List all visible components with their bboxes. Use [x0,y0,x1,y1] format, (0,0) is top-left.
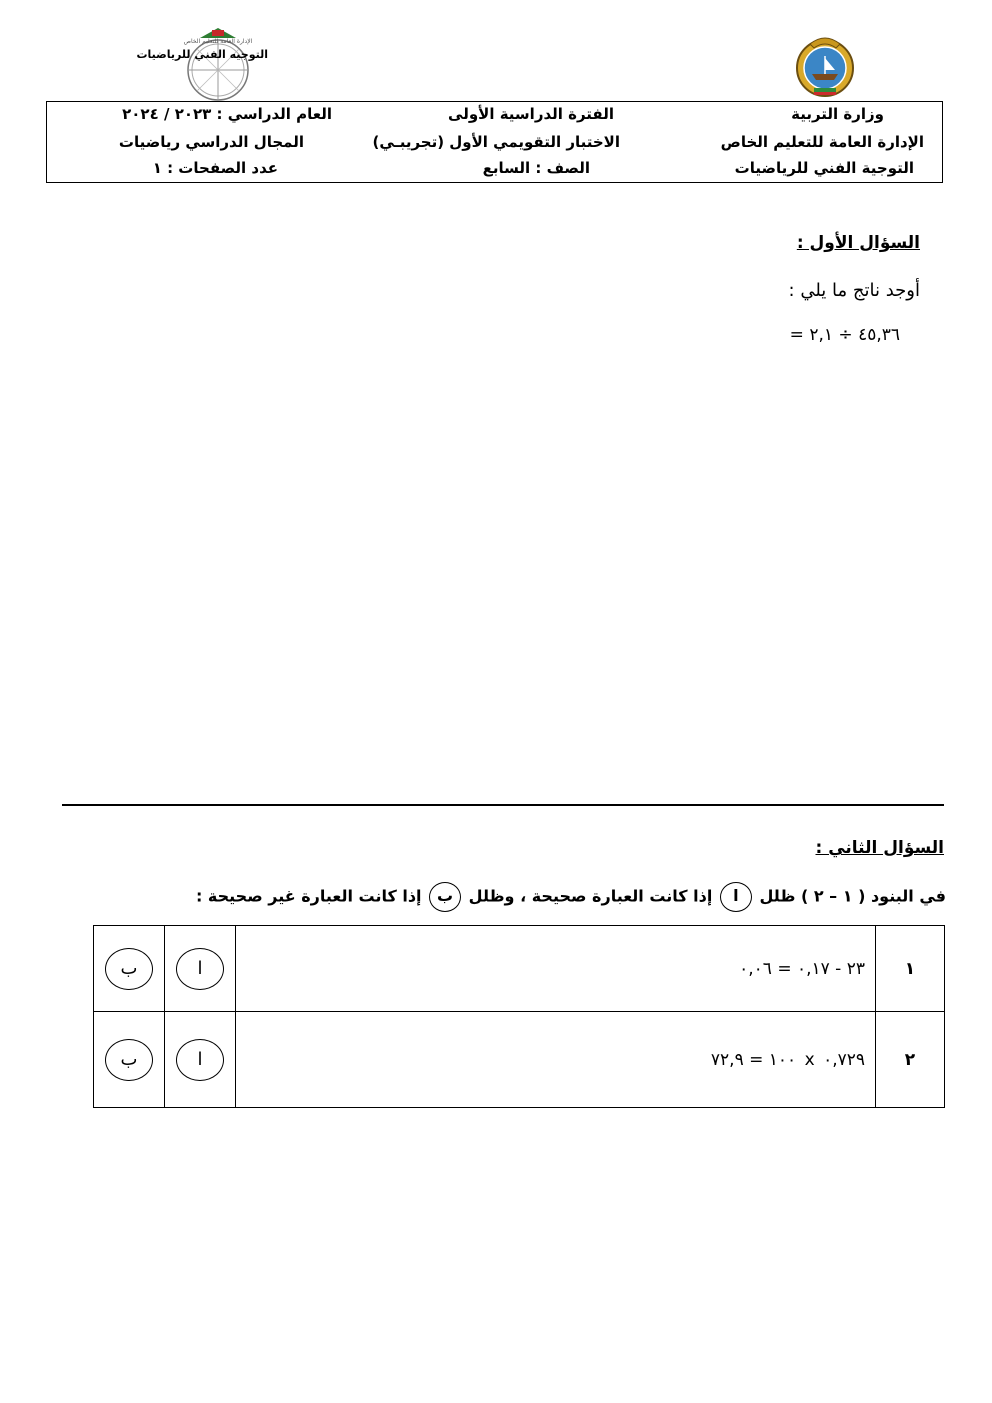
logo-text: التوجيه الفني للرياضيات [136,48,268,61]
option-b-cell [94,1012,165,1108]
option-a-sample: ا [720,882,752,912]
instruction-part-2: إذا كانت العبارة صحيحة ، وظلل [468,886,713,906]
department-logo [136,24,268,104]
item-number: ٢ [876,1012,945,1108]
question-1-expression: ٤٥,٣٦ ÷ ٢,١ = [789,325,900,345]
page-count: عدد الصفحات : ١ [152,159,278,177]
item-statement: ٠,٧٢٩ x ١٠٠ = ٧٢,٩ [236,1012,876,1108]
directorate-name: الإدارة العامة للتعليم الخاص [720,133,924,151]
exam-label: الاختبار التقويمي الأول (تجريبـي) [372,133,620,151]
question-1-title: السؤال الأول : [796,233,920,253]
option-a-bubble[interactable]: ا [176,1039,224,1081]
instruction-part-3: إذا كانت العبارة غير صحيحة : [195,886,422,906]
compass-logo-icon [172,24,264,104]
question-1-instruction: أوجد ناتج ما يلي : [788,280,920,301]
option-a-cell [165,1012,236,1108]
item-number: ١ [876,926,945,1012]
ministry-name: وزارة التربية [791,105,884,123]
option-a-bubble[interactable]: ا [176,948,224,990]
question-2-title: السؤال الثاني : [815,838,944,858]
ministry-emblem-icon [790,30,860,100]
instruction-part-1: في البنود ( ١ – ٢ ) ظلل [759,886,946,906]
true-false-table [93,925,945,1108]
department-name: التوجية الفني للرياضيات [734,159,914,177]
option-b-bubble[interactable]: ب [105,948,153,990]
logo-subtext: الإدارة العامة للتعليم الخاص [183,38,253,45]
grade-label: الصف : السابع [482,159,590,177]
option-b-bubble[interactable]: ب [105,1039,153,1081]
option-b-sample: ب [429,882,461,912]
table-row [94,1012,945,1108]
subject-label: المجال الدراسي رياضيات [118,133,304,151]
option-a-cell [165,926,236,1012]
table-row [94,926,945,1012]
question-2-instruction [196,882,946,912]
option-b-cell [94,926,165,1012]
term-label: الفترة الدراسية الأولى [448,105,614,123]
academic-year: العام الدراسي : ٢٠٢٣ / ٢٠٢٤ [122,105,332,123]
exam-header [46,101,943,183]
section-divider [62,804,944,806]
item-statement: ٢٣ - ٠,١٧ = ٠,٠٦ [236,926,876,1012]
